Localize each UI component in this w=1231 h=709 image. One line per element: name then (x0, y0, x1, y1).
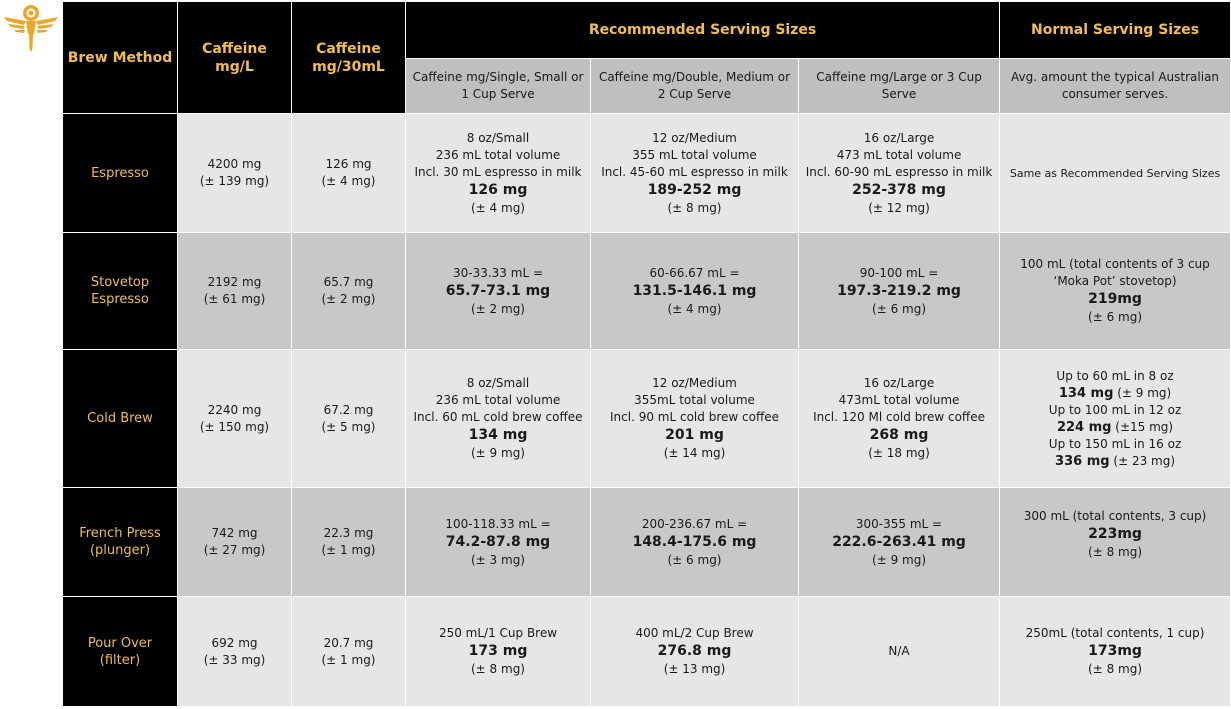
error: (± 9 mg) (872, 552, 927, 567)
caffeine-value: 134 mg (468, 427, 528, 443)
brew-method-header: Brew Method (63, 2, 178, 114)
caffeine-value: 134 mg (1058, 385, 1114, 401)
caffeine-value: 201 mg (665, 427, 724, 443)
error: (± 2 mg) (471, 301, 525, 316)
large-subheader: Caffeine mg/Large or 3 Cup Serve (799, 59, 1000, 114)
volume-line: 100-118.33 mL = (445, 516, 551, 531)
incl-line: Incl. 45-60 mL espresso in milk (601, 164, 788, 179)
caffeine-value: 131.5-146.1 mg (632, 282, 757, 299)
normal-serving: Same as Recommended Serving Sizes (1000, 114, 1231, 233)
caffeine-value: 197.3-219.2 mg (837, 282, 961, 299)
caffeine-value: 336 mg (1055, 453, 1110, 469)
normal-header: Normal Serving Sizes (1000, 2, 1231, 59)
normal-line: 100 mL (total contents of 3 cup (1020, 257, 1210, 271)
caffeine-value: 65.7-73.1 mg (445, 282, 551, 299)
single-subheader: Caffeine mg/Single, Small or 1 Cup Serve (406, 59, 591, 114)
volume-line: 200-236.67 mL = (641, 516, 748, 531)
error: (± 4 mg) (667, 301, 722, 316)
volume-line: 355mL total volume (634, 393, 755, 407)
incl-line: Incl. 90 mL cold brew coffee (610, 410, 779, 424)
error: (± 61 mg) (203, 292, 266, 306)
value: 20.7 mg (323, 635, 374, 650)
volume-line: 236 mL total volume (435, 393, 561, 407)
error: (± 1 mg) (321, 652, 376, 667)
error: (± 18 mg) (868, 446, 930, 460)
size-line: 12 oz/Medium (652, 376, 737, 390)
size-line: 16 oz/Large (863, 130, 935, 145)
error: (± 2 mg) (321, 292, 376, 306)
error: (± 8 mg) (471, 662, 525, 676)
volume-line: 473mL total volume (838, 393, 960, 407)
method-label: Espresso (63, 114, 178, 233)
volume-line: 90-100 mL = (859, 265, 939, 280)
caffeine-mgl-header: Caffeine mg/L (178, 2, 292, 114)
normal-line: 300 mL (total contents, 3 cup) (1023, 509, 1207, 523)
caffeine-value: 222.6-263.41 mg (832, 533, 966, 550)
value: 65.7 mg (323, 275, 374, 289)
incl-line: Incl. 60-90 mL espresso in milk (805, 164, 993, 179)
caffeine-table (62, 1, 1231, 707)
caffeine-value: 126 mg (468, 181, 528, 198)
method-label: Pour Over (filter) (63, 597, 178, 707)
caffeine-value: 173mg (1088, 643, 1142, 659)
error: (± 5 mg) (321, 419, 376, 434)
method-label: Stovetop Espresso (63, 233, 178, 350)
error: (± 13 mg) (663, 662, 726, 676)
caffeine-value: 268 mg (869, 427, 929, 443)
error: (± 9 mg) (1117, 385, 1172, 400)
error: (± 9 mg) (471, 446, 525, 460)
error: (± 139 mg) (199, 174, 270, 188)
caffeine-value: 148.4-175.6 mg (632, 533, 757, 550)
error: (± 27 mg) (203, 543, 266, 557)
caffeine-value: 189-252 mg (647, 181, 742, 198)
incl-line: Incl. 60 mL cold brew coffee (413, 410, 583, 424)
error: (± 33 mg) (203, 652, 266, 667)
error: (± 6 mg) (872, 301, 927, 316)
size-line: 12 oz/Medium (652, 130, 737, 145)
error: (± 23 mg) (1113, 453, 1176, 468)
caffeine-value: 224 mg (1056, 419, 1112, 435)
error: (± 4 mg) (321, 174, 376, 188)
normal-line: ‘Moka Pot’ stovetop) (1053, 274, 1177, 288)
volume-line: 30-33.33 mL = (452, 265, 543, 280)
incl-line: Incl. 30 mL espresso in milk (414, 164, 582, 179)
error: (± 6 mg) (1088, 310, 1143, 324)
value: 742 mg (211, 526, 258, 540)
error: (± 8 mg) (1088, 545, 1143, 559)
value: 67.2 mg (323, 402, 374, 417)
value: 2240 mg (207, 402, 262, 417)
table-row (63, 488, 1231, 597)
method-label: Cold Brew (63, 350, 178, 488)
size-line: 8 oz/Small (466, 130, 530, 145)
caffeine-value: 74.2-87.8 mg (445, 533, 551, 550)
volume-line: 300-355 mL = (855, 516, 943, 531)
caffeine-value: 276.8 mg (657, 643, 732, 659)
caffeine-value: 219mg (1088, 291, 1142, 307)
error: (± 12 mg) (868, 200, 930, 215)
error: (± 14 mg) (663, 446, 726, 460)
table-row (63, 233, 1231, 350)
normal-line: Up to 100 mL in 12 oz (1048, 402, 1182, 417)
volume-line: 250 mL/1 Cup Brew (438, 626, 558, 640)
volume-line: 355 mL total volume (632, 147, 757, 162)
error: (± 4 mg) (471, 200, 525, 215)
method-label: French Press (plunger) (63, 488, 178, 597)
size-line: 16 oz/Large (863, 376, 935, 390)
double-subheader: Caffeine mg/Double, Medium or 2 Cup Serve (591, 59, 799, 114)
value: 22.3 mg (323, 526, 374, 540)
not-applicable: N/A (799, 597, 1000, 707)
error: (± 8 mg) (667, 200, 722, 215)
volume-line: 473 mL total volume (836, 147, 962, 162)
normal-line: Up to 150 mL in 16 oz (1048, 436, 1182, 451)
error: (± 150 mg) (199, 419, 270, 434)
table-row (63, 597, 1231, 707)
value: 126 mg (325, 157, 372, 171)
value: 692 mg (211, 635, 258, 650)
avg-subheader: Avg. amount the typical Australian consumer serves. (1000, 59, 1231, 114)
caffeine-value: 252-378 mg (852, 181, 946, 198)
error: (± 6 mg) (667, 552, 722, 567)
normal-line: 250mL (total contents, 1 cup) (1025, 626, 1205, 640)
winged-coffee-logo (2, 4, 60, 54)
size-line: 8 oz/Small (466, 376, 530, 390)
table-row (63, 114, 1231, 233)
recommended-header: Recommended Serving Sizes (406, 2, 1000, 59)
volume-line: 60-66.67 mL = (649, 265, 740, 280)
table-row (63, 350, 1231, 488)
caffeine-value: 173 mg (468, 643, 528, 659)
volume-line: 400 mL/2 Cup Brew (635, 626, 754, 640)
value: 4200 mg (207, 157, 262, 171)
error: (±15 mg) (1115, 419, 1174, 434)
caffeine-value: 223mg (1088, 526, 1142, 542)
normal-line: Up to 60 mL in 8 oz (1056, 368, 1174, 383)
volume-line: 236 mL total volume (435, 147, 561, 162)
value: 2192 mg (207, 275, 262, 289)
error: (± 1 mg) (321, 543, 376, 557)
incl-line: Incl. 120 Ml cold brew coffee (813, 410, 985, 424)
caffeine-mg30-header: Caffeine mg/30mL (292, 2, 406, 114)
error: (± 3 mg) (471, 552, 525, 567)
error: (± 8 mg) (1088, 662, 1143, 676)
